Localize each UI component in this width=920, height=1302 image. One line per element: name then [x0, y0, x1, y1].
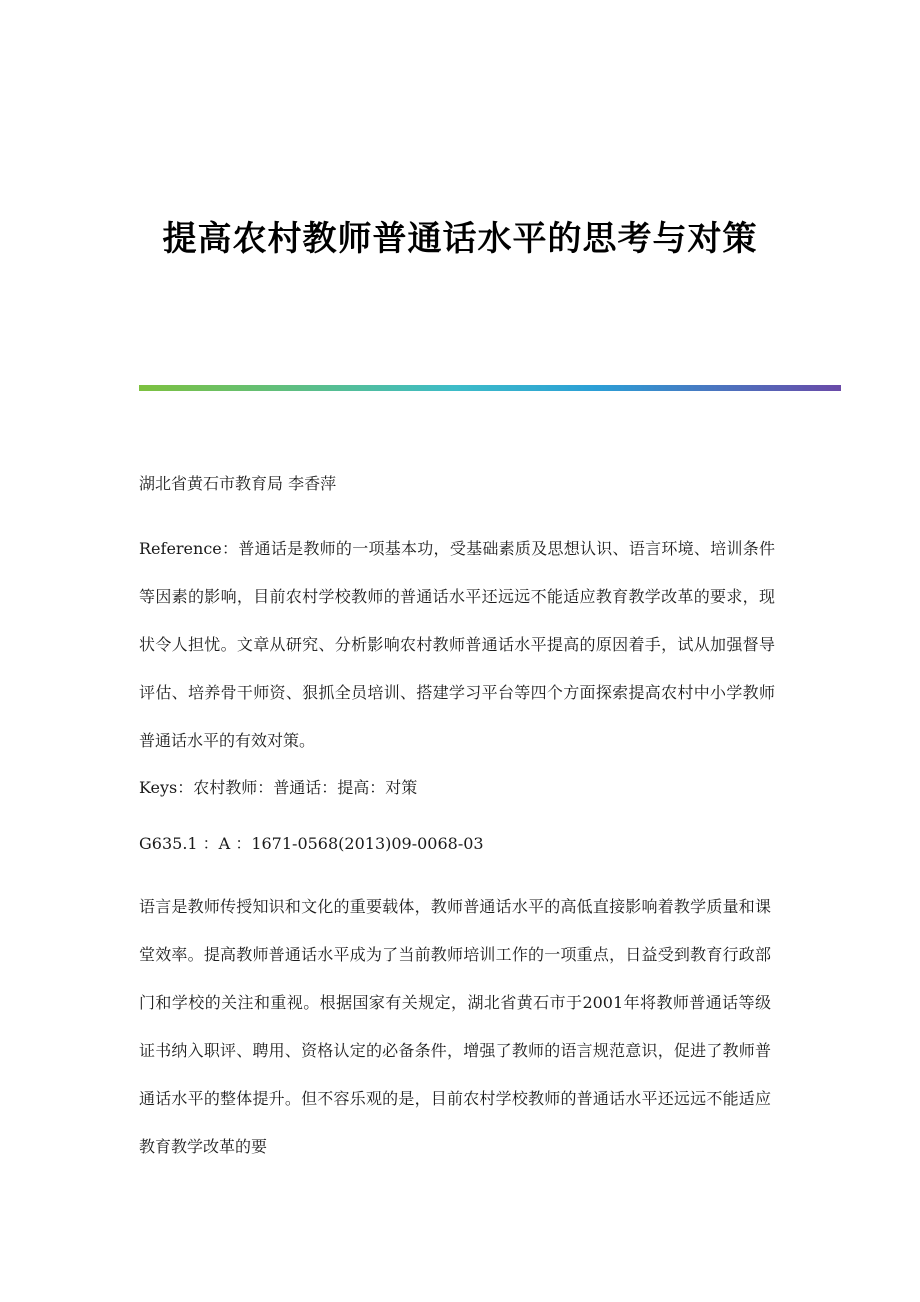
abstract-paragraph: Reference：普通话是教师的一项基本功，受基础素质及思想认识、语言环境、培训条件等因素的影响，目前农村学校教师的普通话水平还远远不能适应教育教学改革的要求，现状令人担忧。文章从研究、分析影响农村教师普通话水平提高的原因着手，试从加强督导评估、培养骨干师资、狠抓全员培训、搭建学习平台等四个方面探索提高农村中小学教师普通话水平的有效对策。 — [139, 539, 775, 750]
classification-line: G635.1 ：A ：1671-0568(2013)09-0068-03 — [139, 834, 484, 853]
author-line: 湖北省黄石市教育局 李香萍 — [139, 474, 337, 493]
keywords-line: Keys：农村教师：普通话：提高：对策 — [139, 778, 418, 797]
document-title: 提高农村教师普通话水平的思考与对策 — [162, 219, 758, 259]
title-divider — [139, 385, 841, 391]
body-paragraph: 语言是教师传授知识和文化的重要载体，教师普通话水平的高低直接影响着教学质量和课堂效率。提高教师普通话水平成为了当前教师培训工作的一项重点，日益受到教育行政部门和学校的关注和重视。根据国家有关规定，湖北省黄石市于2001年将教师普通话等级证书纳入职评、聘用、资格认定的必备条件，增强了教师的语言规范意识，促进了教师普通话水平的整体提升。但不容乐观的是，目前农村学校教师的普通话水平还远远不能适应教育教学改革的要 — [139, 897, 771, 1156]
